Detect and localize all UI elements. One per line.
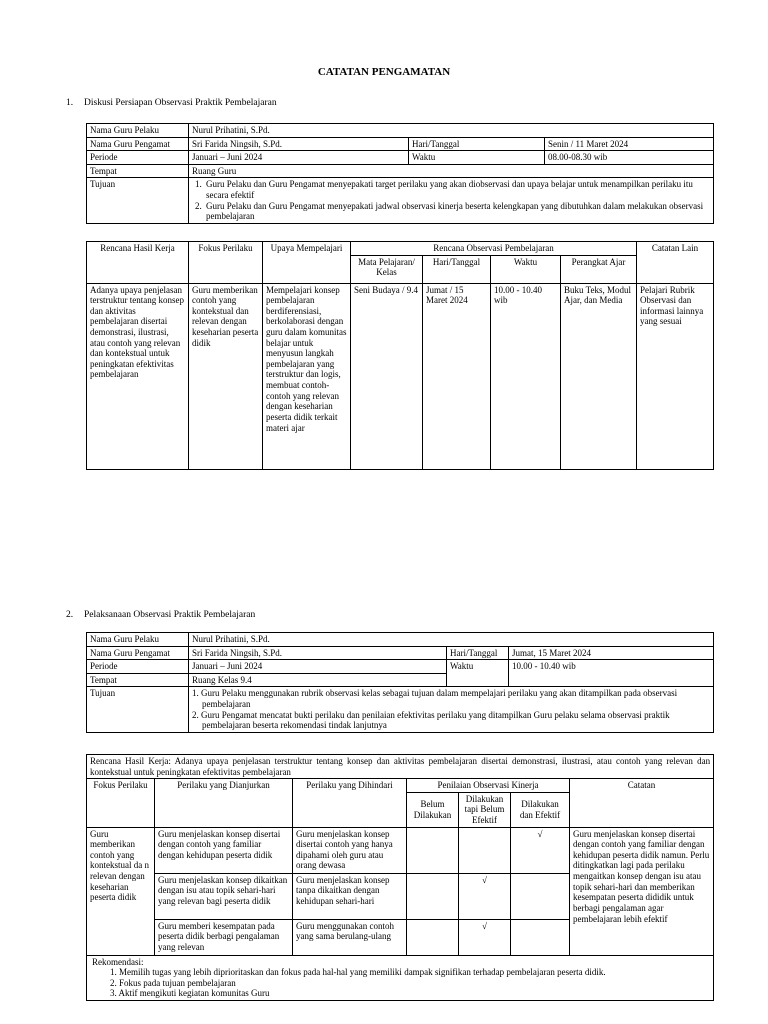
rekomendasi-item: 1. Memilih tugas yang lebih diprioritaskan dan fokus pada hal-hal yang memiliki dampak signifikan terhadap pembelajaran peserta didik. (110, 967, 606, 978)
label-guru-pengamat: Nama Guru Pengamat (87, 646, 189, 660)
section1-number: 1. (66, 98, 74, 108)
value-periode: Januari – Juni 2024 (189, 660, 447, 674)
header-rencana-hasil-kerja: Rencana Hasil Kerja (87, 242, 189, 284)
rekomendasi-item: 2. Fokus pada tujuan pembelajaran (110, 977, 236, 988)
header-fokus-perilaku: Fokus Perilaku (189, 242, 263, 284)
label-tempat: Tempat (87, 164, 189, 178)
value-waktu: 08.00-08.30 wib (545, 151, 714, 165)
label-hari-tanggal: Hari/Tanggal (447, 646, 509, 660)
cell-waktu: 10.00 - 10.40 wib (491, 283, 561, 469)
cell-belum (407, 827, 459, 873)
cell-belum-efektif (459, 827, 511, 873)
value-tempat: Ruang Kelas 9.4 (189, 673, 447, 687)
value-hari-tanggal: Jumat, 15 Maret 2024 (509, 646, 714, 660)
cell-upaya: Mempelajari konsep pembelajaran berdiferensiasi, berkolaborasi dengan guru dalam komunitas belajar untuk menyusun langkah pembelajaran yang terstruktur dan logis, membuat contoh-contoh yang relevan dengan keseharian peserta didik terkait materi ajar (263, 283, 351, 469)
cell-rencana: Adanya upaya penjelasan terstruktur tentang konsep dan aktivitas pembelajaran disertai demonstrasi, ilustrasi, atau contoh yang relevan dan kontekstual untuk peningkatan efektivitas pembelajaran (87, 283, 189, 469)
label-hari-tanggal: Hari/Tanggal (409, 137, 545, 151)
header-waktu: Waktu (491, 255, 561, 283)
label-tujuan: Tujuan (87, 178, 189, 223)
tujuan-item: 1. Guru Pelaku dan Guru Pengamat menyepakati target perilaku yang akan diobservasi dan upaya belajar untuk menampilkan perilaku itu secara efektif (204, 179, 710, 200)
header-fokus-perilaku: Fokus Perilaku (87, 779, 155, 827)
value-tempat: Ruang Guru (189, 164, 714, 178)
cell-fokus: Guru memberikan contoh yang kontekstual da n relevan dengan keseharian peserta didik (87, 827, 155, 955)
header-dilakukan-efektif: Dilakukan dan Efektif (511, 792, 570, 827)
section1-plan-table (86, 241, 714, 470)
section2-heading (66, 610, 255, 620)
label-guru-pengamat: Nama Guru Pengamat (87, 137, 189, 151)
header-perilaku-dianjurkan: Perilaku yang Dianjurkan (155, 779, 293, 827)
value-guru-pengamat: Sri Farida Ningsih, S.Pd. (189, 137, 409, 151)
cell-efektif: √ (511, 827, 570, 873)
cell-mapel: Seni Budaya / 9.4 (351, 283, 423, 469)
cell-perangkat: Buku Teks, Modul Ajar, dan Media (561, 283, 637, 469)
header-rencana-observasi: Rencana Observasi Pembelajaran (351, 242, 637, 256)
header-perilaku-dihindari: Perilaku yang Dihindari (293, 779, 407, 827)
section2-heading-text: Pelaksanaan Observasi Praktik Pembelajaran (84, 610, 256, 620)
cell-dihindari: Guru menggunakan contoh yang sama berulang-ulang (293, 919, 407, 955)
value-guru-pelaku: Nurul Prihatini, S.Pd. (189, 124, 714, 138)
section2-info-table (86, 632, 714, 733)
cell-catatan: Guru menjelaskan konsep disertai dengan contoh yang familiar dengan kehidupan peserta didik namun. Perlu ditingkatkan lagi pada perilaku mengaitkan konsep dengan isu atau topik sehari-hari dan memberikan kesempatan peserta dididik untuk berbagi pengalaman agar pembelajaran lebih efektif (570, 827, 714, 955)
cell-dianjurkan: Guru menjelaskan konsep dikaitkan dengan isu atau topik sehari-hari yang relevan bagi peserta didik (155, 873, 293, 919)
tujuan-item: 2. Guru Pengamat mencatat bukti perilaku dan penilaian efektivitas perilaku yang ditampilkan Guru pelaku selama observasi praktik pembelajaran beserta rekomendasi tindak lanjutnya (192, 709, 670, 731)
tujuan-item: 2. Guru Pelaku dan Guru Pengamat menyepakati jadwal observasi kinerja beserta kelengkapan yang dibutuhkan dalam melakukan observasi pembelajaran (204, 201, 710, 222)
cell-belum (407, 873, 459, 919)
label-guru-pelaku: Nama Guru Pelaku (87, 633, 189, 647)
label-periode: Periode (87, 660, 189, 674)
cell-efektif (511, 919, 570, 955)
cell-dihindari: Guru menjelaskan konsep disertai contoh yang hanya dipahami oleh guru atau orang dewasa (293, 827, 407, 873)
value-hari-tanggal: Senin / 11 Maret 2024 (545, 137, 714, 151)
rekomendasi-label: Rekomendasi: (92, 956, 144, 967)
section1-heading-text: Diskusi Persiapan Observasi Praktik Pembelajaran (84, 98, 277, 108)
value-tujuan (189, 178, 714, 223)
header-penilaian-observasi: Penilaian Observasi Kinerja (407, 779, 570, 793)
header-mata-pelajaran: Mata Pelajaran/ Kelas (351, 255, 423, 283)
cell-belum-efektif: √ (459, 873, 511, 919)
rhk-label: Rencana Hasil Kerja: (90, 756, 171, 766)
cell-fokus: Guru memberikan contoh yang kontekstual dan relevan dengan keseharian peserta didik (189, 283, 263, 469)
cell-hari: Jumat / 15 Maret 2024 (423, 283, 491, 469)
label-guru-pelaku: Nama Guru Pelaku (87, 124, 189, 138)
header-hari-tanggal: Hari/Tanggal (423, 255, 491, 283)
cell-belum (407, 919, 459, 955)
cell-catatan: Pelajari Rubrik Observasi dan informasi lainnya yang sesuai (637, 283, 714, 469)
rekomendasi (87, 955, 714, 1000)
label-tempat: Tempat (87, 673, 189, 687)
cell-dianjurkan: Guru menjelaskan konsep disertai dengan contoh yang familiar dengan kehidupan peserta didik (155, 827, 293, 873)
header-perangkat-ajar: Perangkat Ajar (561, 255, 637, 283)
cell-efektif (511, 873, 570, 919)
rekomendasi-item: 3. Aktif mengikuti kegiatan komunitas Guru (110, 988, 270, 999)
header-upaya-mempelajari: Upaya Mempelajari (263, 242, 351, 284)
label-waktu: Waktu (409, 151, 545, 165)
label-periode: Periode (87, 151, 189, 165)
page-title: CATATAN PENGAMATAN (317, 66, 451, 78)
value-guru-pengamat: Sri Farida Ningsih, S.Pd. (189, 646, 447, 660)
header-dilakukan-belum-efektif: Dilakukan tapi Belum Efektif (459, 792, 511, 827)
cell-dianjurkan: Guru memberi kesempatan pada peserta didik berbagi pengalaman yang relevan (155, 919, 293, 955)
value-guru-pelaku: Nurul Prihatini, S.Pd. (189, 633, 714, 647)
section2-number: 2. (66, 610, 74, 620)
cell-dihindari: Guru menjelaskan konsep tanpa dikaitkan dengan kehidupan sehari-hari (293, 873, 407, 919)
rencana-hasil-kerja (87, 755, 714, 779)
value-tujuan (189, 687, 714, 732)
rhk-text: Adanya upaya penjelasan terstruktur tentang konsep dan aktivitas pembelajaran disertai demonstrasi, ilustrasi, atau contoh yang relevan dan kontekstual untuk peningkatan efektivitas pembelajaran (90, 756, 711, 777)
section1-info-table (86, 123, 714, 224)
label-waktu: Waktu (447, 660, 509, 687)
value-periode: Januari – Juni 2024 (189, 151, 409, 165)
label-tujuan: Tujuan (87, 687, 189, 732)
section1-heading (66, 98, 277, 108)
value-waktu: 10.00 - 10.40 wib (509, 660, 714, 687)
header-belum-dilakukan: Belum Dilakukan (407, 792, 459, 827)
header-catatan: Catatan (570, 779, 714, 827)
cell-belum-efektif: √ (459, 919, 511, 955)
header-catatan-lain: Catatan Lain (637, 242, 714, 284)
tujuan-item: 1. Guru Pelaku menggunakan rubrik observasi kelas sebagai tujuan dalam mempelajari perilaku yang akan ditampilkan pada observasi pembelajaran (192, 688, 678, 710)
section2-observation-table (86, 754, 714, 1001)
